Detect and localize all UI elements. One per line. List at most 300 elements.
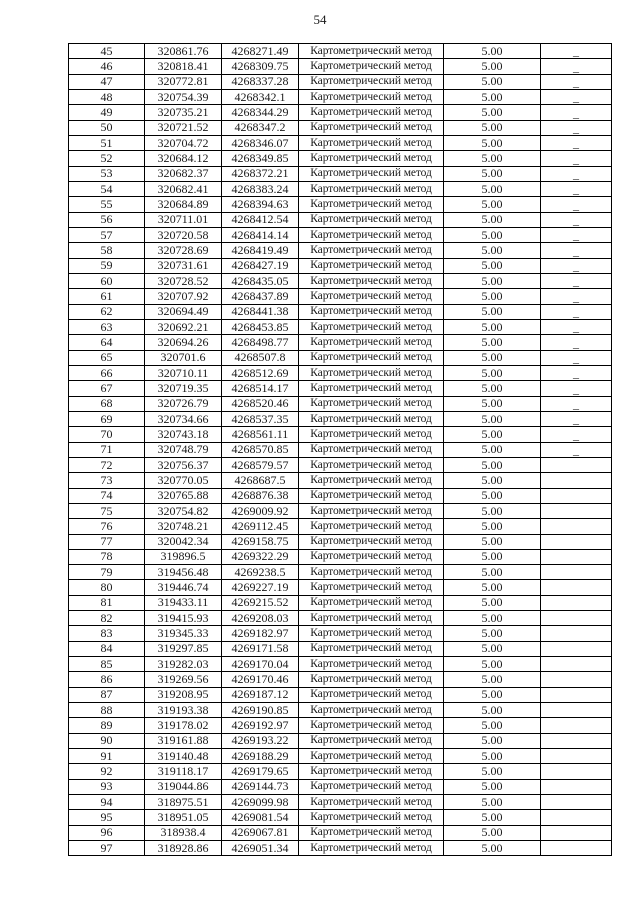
accuracy-cell: 5.00 [444,641,541,656]
method-cell: Картометрический метод [299,549,444,564]
accuracy-cell: 5.00 [444,687,541,702]
point-number-cell: 69 [69,411,145,426]
note-cell: _ [541,365,612,380]
point-number-cell: 96 [69,825,145,840]
method-cell: Картометрический метод [299,44,444,59]
method-cell: Картометрический метод [299,825,444,840]
accuracy-cell: 5.00 [444,151,541,166]
note-cell [541,626,612,641]
x-coordinate-cell: 320731.61 [145,258,222,273]
x-coordinate-cell: 320770.05 [145,473,222,488]
method-cell: Картометрический метод [299,243,444,258]
table-row [69,503,612,518]
y-coordinate-cell: 4269238.5 [222,565,299,580]
note-cell [541,749,612,764]
accuracy-cell: 5.00 [444,657,541,672]
x-coordinate-cell: 320721.52 [145,120,222,135]
y-coordinate-cell: 4268414.14 [222,227,299,242]
x-coordinate-cell: 320772.81 [145,74,222,89]
point-number-cell: 88 [69,703,145,718]
note-cell: _ [541,74,612,89]
y-coordinate-cell: 4268394.63 [222,197,299,212]
method-cell: Картометрический метод [299,442,444,457]
y-coordinate-cell: 4269099.98 [222,795,299,810]
note-cell [541,657,612,672]
x-coordinate-cell: 320042.34 [145,534,222,549]
y-coordinate-cell: 4268687.5 [222,473,299,488]
note-cell: _ [541,166,612,181]
method-cell: Картометрический метод [299,641,444,656]
y-coordinate-cell: 4268383.24 [222,181,299,196]
point-number-cell: 80 [69,580,145,595]
method-cell: Картометрический метод [299,749,444,764]
x-coordinate-cell: 320720.58 [145,227,222,242]
table-row [69,733,612,748]
accuracy-cell: 5.00 [444,166,541,181]
table-row [69,611,612,626]
point-number-cell: 72 [69,457,145,472]
table-row [69,396,612,411]
accuracy-cell: 5.00 [444,580,541,595]
table-row [69,44,612,59]
note-cell: _ [541,44,612,59]
point-number-cell: 95 [69,810,145,825]
point-number-cell: 78 [69,549,145,564]
accuracy-cell: 5.00 [444,841,541,856]
point-number-cell: 70 [69,427,145,442]
table-row [69,212,612,227]
note-cell: _ [541,59,612,74]
accuracy-cell: 5.00 [444,120,541,135]
y-coordinate-cell: 4268561.11 [222,427,299,442]
y-coordinate-cell: 4268427.19 [222,258,299,273]
point-number-cell: 54 [69,181,145,196]
note-cell [541,764,612,779]
accuracy-cell: 5.00 [444,825,541,840]
accuracy-cell: 5.00 [444,795,541,810]
y-coordinate-cell: 4269193.22 [222,733,299,748]
y-coordinate-cell: 4269067.81 [222,825,299,840]
table-row [69,304,612,319]
table-row [69,795,612,810]
x-coordinate-cell: 320818.41 [145,59,222,74]
note-cell: _ [541,243,612,258]
method-cell: Картометрический метод [299,350,444,365]
note-cell: _ [541,273,612,288]
x-coordinate-cell: 319178.02 [145,718,222,733]
x-coordinate-cell: 319297.85 [145,641,222,656]
method-cell: Картометрический метод [299,105,444,120]
method-cell: Картометрический метод [299,503,444,518]
note-cell [541,825,612,840]
note-cell [541,641,612,656]
point-number-cell: 58 [69,243,145,258]
note-cell: _ [541,135,612,150]
accuracy-cell: 5.00 [444,89,541,104]
point-number-cell: 79 [69,565,145,580]
accuracy-cell: 5.00 [444,810,541,825]
table-row [69,151,612,166]
point-number-cell: 85 [69,657,145,672]
y-coordinate-cell: 4268346.07 [222,135,299,150]
accuracy-cell: 5.00 [444,427,541,442]
note-cell [541,703,612,718]
table-row [69,595,612,610]
note-cell: _ [541,120,612,135]
y-coordinate-cell: 4269051.34 [222,841,299,856]
point-number-cell: 91 [69,749,145,764]
x-coordinate-cell: 319433.11 [145,595,222,610]
x-coordinate-cell: 320748.21 [145,519,222,534]
y-coordinate-cell: 4269179.65 [222,764,299,779]
note-cell [541,718,612,733]
method-cell: Картометрический метод [299,396,444,411]
point-number-cell: 83 [69,626,145,641]
table-row [69,657,612,672]
accuracy-cell: 5.00 [444,442,541,457]
x-coordinate-cell: 319896.5 [145,549,222,564]
method-cell: Картометрический метод [299,120,444,135]
accuracy-cell: 5.00 [444,350,541,365]
x-coordinate-cell: 320726.79 [145,396,222,411]
table-row [69,810,612,825]
table-row [69,120,612,135]
method-cell: Картометрический метод [299,733,444,748]
table-row [69,672,612,687]
point-number-cell: 81 [69,595,145,610]
table-row [69,825,612,840]
table-row [69,381,612,396]
point-number-cell: 90 [69,733,145,748]
point-number-cell: 82 [69,611,145,626]
table-row [69,289,612,304]
y-coordinate-cell: 4268520.46 [222,396,299,411]
note-cell [541,672,612,687]
table-row [69,350,612,365]
accuracy-cell: 5.00 [444,764,541,779]
accuracy-cell: 5.00 [444,703,541,718]
point-number-cell: 76 [69,519,145,534]
accuracy-cell: 5.00 [444,44,541,59]
note-cell [541,565,612,580]
table-row [69,365,612,380]
accuracy-cell: 5.00 [444,672,541,687]
point-number-cell: 74 [69,488,145,503]
point-number-cell: 55 [69,197,145,212]
method-cell: Картометрический метод [299,197,444,212]
y-coordinate-cell: 4269208.03 [222,611,299,626]
table-row [69,580,612,595]
table-row [69,534,612,549]
y-coordinate-cell: 4269170.04 [222,657,299,672]
note-cell [541,488,612,503]
page-number: 54 [313,12,327,27]
y-coordinate-cell: 4268342.1 [222,89,299,104]
table-row [69,319,612,334]
x-coordinate-cell: 320754.39 [145,89,222,104]
x-coordinate-cell: 318938.4 [145,825,222,840]
table-row [69,749,612,764]
method-cell: Картометрический метод [299,212,444,227]
accuracy-cell: 5.00 [444,779,541,794]
x-coordinate-cell: 319140.48 [145,749,222,764]
point-number-cell: 71 [69,442,145,457]
method-cell: Картометрический метод [299,89,444,104]
method-cell: Картометрический метод [299,764,444,779]
table-row [69,549,612,564]
x-coordinate-cell: 320748.79 [145,442,222,457]
note-cell: _ [541,89,612,104]
y-coordinate-cell: 4269322.29 [222,549,299,564]
accuracy-cell: 5.00 [444,381,541,396]
note-cell: _ [541,151,612,166]
table-row [69,197,612,212]
y-coordinate-cell: 4268309.75 [222,59,299,74]
accuracy-cell: 5.00 [444,626,541,641]
method-cell: Картометрический метод [299,411,444,426]
point-number-cell: 77 [69,534,145,549]
point-number-cell: 64 [69,335,145,350]
point-number-cell: 56 [69,212,145,227]
point-number-cell: 87 [69,687,145,702]
x-coordinate-cell: 320728.52 [145,273,222,288]
point-number-cell: 73 [69,473,145,488]
table-row [69,641,612,656]
method-cell: Картометрический метод [299,427,444,442]
accuracy-cell: 5.00 [444,749,541,764]
x-coordinate-cell: 320692.21 [145,319,222,334]
x-coordinate-cell: 319345.33 [145,626,222,641]
point-number-cell: 63 [69,319,145,334]
point-number-cell: 62 [69,304,145,319]
accuracy-cell: 5.00 [444,503,541,518]
method-cell: Картометрический метод [299,841,444,856]
note-cell [541,810,612,825]
y-coordinate-cell: 4269215.52 [222,595,299,610]
method-cell: Картометрический метод [299,779,444,794]
point-number-cell: 51 [69,135,145,150]
x-coordinate-cell: 319208.95 [145,687,222,702]
accuracy-cell: 5.00 [444,135,541,150]
table-row [69,243,612,258]
y-coordinate-cell: 4268507.8 [222,350,299,365]
note-cell: _ [541,304,612,319]
y-coordinate-cell: 4269081.54 [222,810,299,825]
point-number-cell: 45 [69,44,145,59]
note-cell [541,795,612,810]
table-body [69,44,612,856]
accuracy-cell: 5.00 [444,611,541,626]
method-cell: Картометрический метод [299,335,444,350]
y-coordinate-cell: 4269158.75 [222,534,299,549]
y-coordinate-cell: 4268435.05 [222,273,299,288]
x-coordinate-cell: 319161.88 [145,733,222,748]
point-number-cell: 57 [69,227,145,242]
y-coordinate-cell: 4268579.57 [222,457,299,472]
accuracy-cell: 5.00 [444,197,541,212]
x-coordinate-cell: 320710.11 [145,365,222,380]
accuracy-cell: 5.00 [444,549,541,564]
accuracy-cell: 5.00 [444,59,541,74]
point-number-cell: 50 [69,120,145,135]
y-coordinate-cell: 4268372.21 [222,166,299,181]
method-cell: Картометрический метод [299,795,444,810]
x-coordinate-cell: 318975.51 [145,795,222,810]
table-row [69,626,612,641]
accuracy-cell: 5.00 [444,488,541,503]
table-row [69,488,612,503]
table-row [69,718,612,733]
accuracy-cell: 5.00 [444,304,541,319]
table-row [69,89,612,104]
method-cell: Картометрический метод [299,473,444,488]
y-coordinate-cell: 4269187.12 [222,687,299,702]
accuracy-cell: 5.00 [444,289,541,304]
point-number-cell: 92 [69,764,145,779]
method-cell: Картометрический метод [299,258,444,273]
table-row [69,411,612,426]
note-cell: _ [541,411,612,426]
y-coordinate-cell: 4268453.85 [222,319,299,334]
method-cell: Картометрический метод [299,534,444,549]
accuracy-cell: 5.00 [444,411,541,426]
x-coordinate-cell: 320684.89 [145,197,222,212]
table-row [69,59,612,74]
table-row [69,427,612,442]
method-cell: Картометрический метод [299,611,444,626]
table-row [69,442,612,457]
y-coordinate-cell: 4268437.89 [222,289,299,304]
note-cell [541,841,612,856]
note-cell [541,549,612,564]
table-row [69,779,612,794]
x-coordinate-cell: 319446.74 [145,580,222,595]
y-coordinate-cell: 4268419.49 [222,243,299,258]
table-row [69,519,612,534]
accuracy-cell: 5.00 [444,335,541,350]
accuracy-cell: 5.00 [444,258,541,273]
note-cell [541,595,612,610]
x-coordinate-cell: 318928.86 [145,841,222,856]
x-coordinate-cell: 320701.6 [145,350,222,365]
accuracy-cell: 5.00 [444,473,541,488]
accuracy-cell: 5.00 [444,396,541,411]
table-row [69,473,612,488]
table-row [69,687,612,702]
method-cell: Картометрический метод [299,304,444,319]
note-cell [541,611,612,626]
method-cell: Картометрический метод [299,151,444,166]
y-coordinate-cell: 4269171.58 [222,641,299,656]
point-number-cell: 75 [69,503,145,518]
note-cell [541,457,612,472]
y-coordinate-cell: 4269009.92 [222,503,299,518]
y-coordinate-cell: 4269227.19 [222,580,299,595]
method-cell: Картометрический метод [299,657,444,672]
table-row [69,135,612,150]
note-cell: _ [541,319,612,334]
x-coordinate-cell: 319193.38 [145,703,222,718]
point-number-cell: 60 [69,273,145,288]
method-cell: Картометрический метод [299,289,444,304]
point-number-cell: 67 [69,381,145,396]
x-coordinate-cell: 320754.82 [145,503,222,518]
table-row [69,273,612,288]
x-coordinate-cell: 320728.69 [145,243,222,258]
x-coordinate-cell: 320756.37 [145,457,222,472]
note-cell: _ [541,350,612,365]
accuracy-cell: 5.00 [444,365,541,380]
note-cell [541,580,612,595]
note-cell: _ [541,105,612,120]
y-coordinate-cell: 4269170.46 [222,672,299,687]
note-cell: _ [541,181,612,196]
note-cell: _ [541,442,612,457]
note-cell: _ [541,289,612,304]
x-coordinate-cell: 320765.88 [145,488,222,503]
accuracy-cell: 5.00 [444,273,541,288]
note-cell [541,779,612,794]
table-row [69,166,612,181]
note-cell: _ [541,427,612,442]
note-cell: _ [541,258,612,273]
method-cell: Картометрический метод [299,59,444,74]
y-coordinate-cell: 4268498.77 [222,335,299,350]
x-coordinate-cell: 319269.56 [145,672,222,687]
note-cell: _ [541,227,612,242]
accuracy-cell: 5.00 [444,181,541,196]
table-row [69,105,612,120]
point-number-cell: 66 [69,365,145,380]
point-number-cell: 68 [69,396,145,411]
table-row [69,258,612,273]
y-coordinate-cell: 4268271.49 [222,44,299,59]
x-coordinate-cell: 320682.37 [145,166,222,181]
accuracy-cell: 5.00 [444,105,541,120]
note-cell [541,687,612,702]
note-cell [541,519,612,534]
method-cell: Картометрический метод [299,166,444,181]
point-number-cell: 53 [69,166,145,181]
method-cell: Картометрический метод [299,227,444,242]
accuracy-cell: 5.00 [444,534,541,549]
y-coordinate-cell: 4269190.85 [222,703,299,718]
method-cell: Картометрический метод [299,519,444,534]
y-coordinate-cell: 4269144.73 [222,779,299,794]
point-number-cell: 86 [69,672,145,687]
accuracy-cell: 5.00 [444,595,541,610]
table-row [69,841,612,856]
y-coordinate-cell: 4268347.2 [222,120,299,135]
note-cell [541,473,612,488]
accuracy-cell: 5.00 [444,457,541,472]
note-cell: _ [541,212,612,227]
method-cell: Картометрический метод [299,580,444,595]
y-coordinate-cell: 4269188.29 [222,749,299,764]
table-row [69,181,612,196]
y-coordinate-cell: 4268441.38 [222,304,299,319]
point-number-cell: 94 [69,795,145,810]
table-row [69,227,612,242]
accuracy-cell: 5.00 [444,227,541,242]
note-cell [541,534,612,549]
x-coordinate-cell: 320694.26 [145,335,222,350]
x-coordinate-cell: 319456.48 [145,565,222,580]
x-coordinate-cell: 320694.49 [145,304,222,319]
method-cell: Картометрический метод [299,718,444,733]
y-coordinate-cell: 4268344.29 [222,105,299,120]
method-cell: Картометрический метод [299,381,444,396]
